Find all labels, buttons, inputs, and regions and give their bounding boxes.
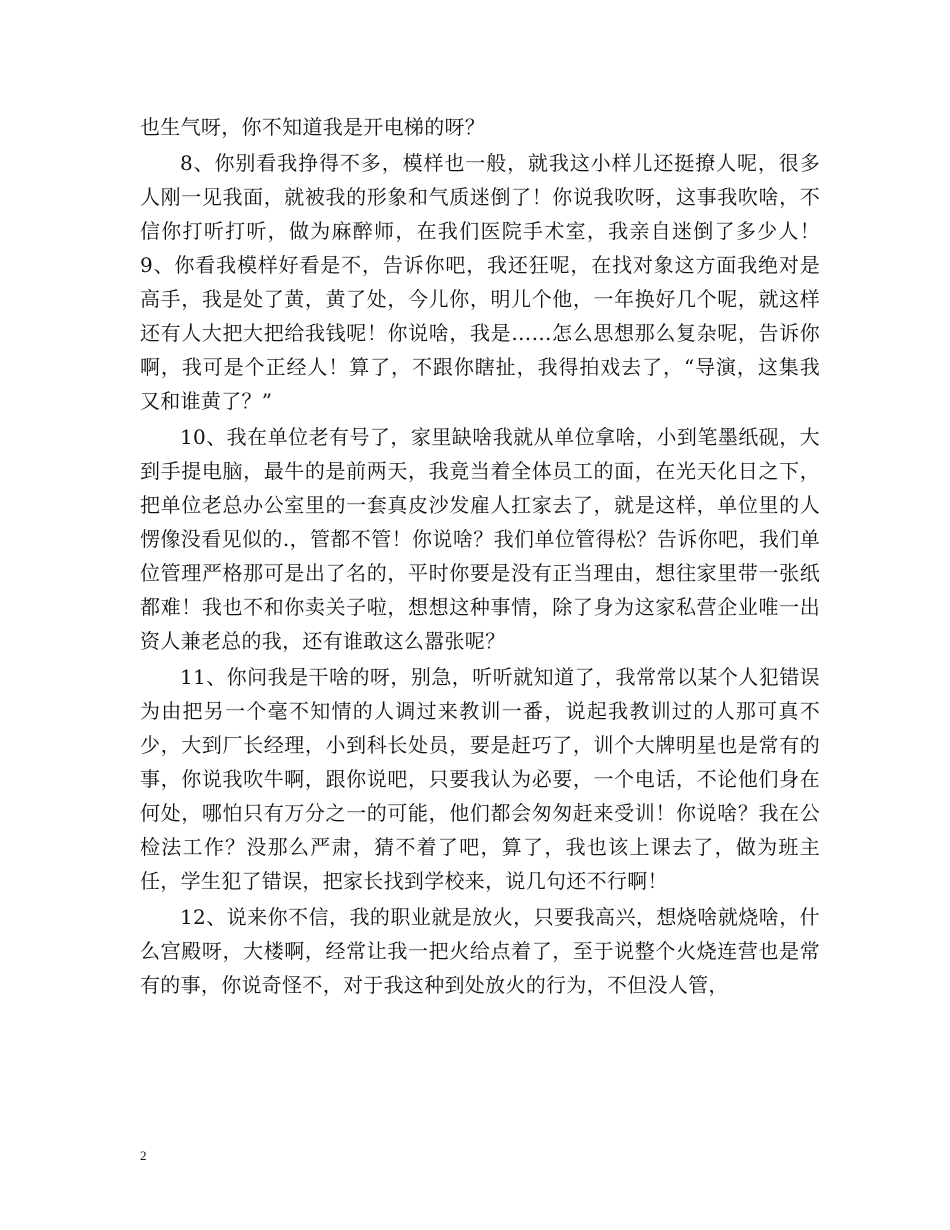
paragraph-continuation: 也生气呀，你不知道我是开电梯的呀？ [140, 115, 486, 139]
paragraph-item-10: 10、我在单位老有号了，家里缺啥我就从单位拿啥，小到笔墨纸砚，大到手提电脑，最牛的是前两天，我竟当着全体员工的面，在光天化日之下，把单位老总办公室里的一套真皮沙发雇人扛家去了，就是这样，单位里的人愣像没看见似的.，管都不管！你说啥？我们单位管得松？告诉你吧，我们单位管理严格那可是出了名的，平时你要是没有正当理由，想往家里带一张纸都难！我也不和你卖关子啦，想想这种事情，除了身为这家私营企业唯一出资人兼老总的我，还有谁敢这么嚣张呢？ [140, 425, 820, 653]
paragraph-item-11: 11、你问我是干啥的呀，别急，听听就知道了，我常常以某个人犯错误为由把另一个毫不知情的人调过来教训一番，说起我教训过的人那可真不少，大到厂长经理，小到科长处员，要是赶巧了，训个大牌明星也是常有的事，你说我吹牛啊，跟你说吧，只要我认为必要，一个电话，不论他们身在何处，哪怕只有万分之一的可能，他们都会匆匆赶来受训！你说啥？我在公检法工作？没那么严肃，猜不着了吧，算了，我也该上课去了，做为班主任，学生犯了错误，把家长找到学校来，说几句还不行啊！ [140, 665, 820, 893]
paragraph-item-12: 12、说来你不信，我的职业就是放火，只要我高兴，想烧啥就烧啥，什么宫殿呀，大楼啊，经常让我一把火给点着了，至于说整个火烧连营也是常有的事，你说奇怪不，对于我这种到处放火的行为，不但没人管， [140, 905, 820, 997]
paragraph-item-8: 8、你别看我挣得不多，模样也一般，就我这小样儿还挺撩人呢，很多人刚一见我面，就被我的形象和气质迷倒了！你说我吹呀，这事我吹啥，不信你打听打听，做为麻醉师，在我们医院手术室，我亲自迷倒了多少人！9、你看我模样好看是不，告诉你吧，我还狂呢，在找对象这方面我绝对是高手，我是处了黄，黄了处，今儿你，明儿个他，一年换好几个呢，就这样还有人大把大把给我钱呢！你说啥，我是……怎么思想那么复杂呢，告诉你啊，我可是个正经人！算了，不跟你瞎扯，我得拍戏去了，“导演，这集我又和谁黄了？” [140, 151, 820, 413]
document-body [140, 110, 820, 1002]
page-number: 2 [140, 1148, 147, 1163]
